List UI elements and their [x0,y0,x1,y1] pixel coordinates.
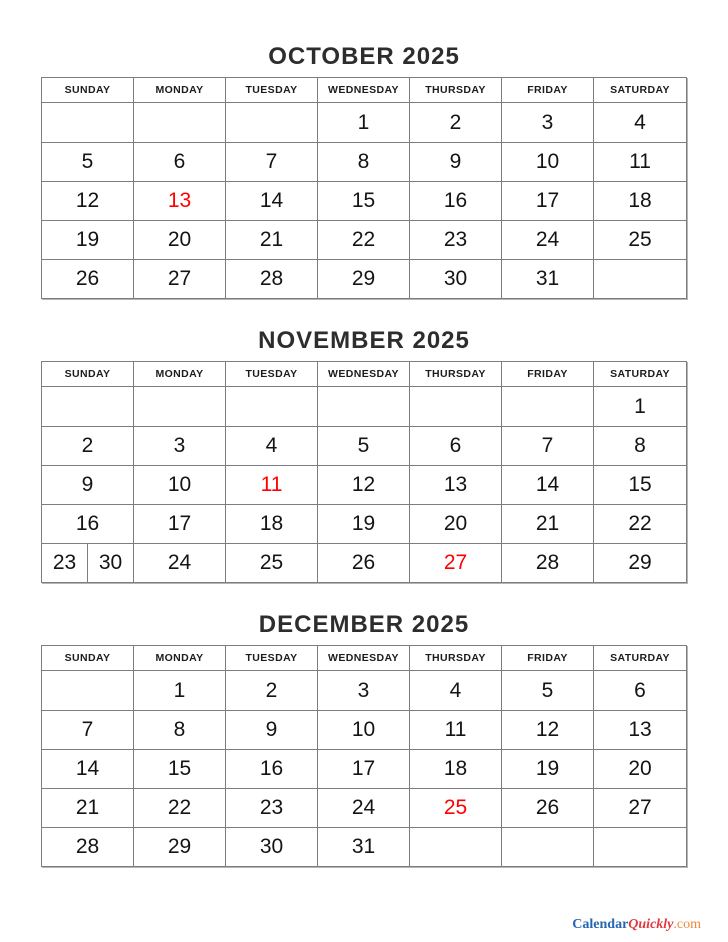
empty-cell [42,671,134,710]
date-4: 4 [226,426,318,465]
weekday-header-tuesday: TUESDAY [226,362,318,386]
date-20: 20 [134,220,226,259]
date-11: 11 [410,710,502,749]
date-28: 28 [502,543,594,582]
weekday-header-friday: FRIDAY [502,362,594,386]
date-23: 23 [410,220,502,259]
date-7: 7 [502,426,594,465]
date-8: 8 [594,426,686,465]
date-21: 21 [226,220,318,259]
date-27: 27 [134,259,226,298]
date-18: 18 [594,181,686,220]
date-7: 7 [226,142,318,181]
date-31: 31 [502,259,594,298]
date-14: 14 [226,181,318,220]
date-13: 13 [594,710,686,749]
date-1: 1 [318,103,410,142]
weekday-header-monday: MONDAY [134,78,226,102]
weekday-header-friday: FRIDAY [502,78,594,102]
date-25: 25 [226,543,318,582]
date-9: 9 [42,465,134,504]
date-16: 16 [226,749,318,788]
empty-cell [134,103,226,142]
date-20: 20 [594,749,686,788]
date-grid [42,103,686,298]
weekday-header-row [42,78,686,103]
weekday-header-monday: MONDAY [134,646,226,670]
empty-cell [410,387,502,426]
date-26: 26 [42,259,134,298]
date-12: 12 [318,465,410,504]
weekday-header-friday: FRIDAY [502,646,594,670]
date-3: 3 [318,671,410,710]
month-title-october: OCTOBER 2025 [268,43,460,70]
date-11: 11 [594,142,686,181]
date-4: 4 [410,671,502,710]
weekday-header-thursday: THURSDAY [410,362,502,386]
date-2: 2 [410,103,502,142]
date-25: 25 [410,788,502,827]
date-16: 16 [42,504,134,543]
date-6: 6 [134,142,226,181]
date-17: 17 [502,181,594,220]
empty-cell [42,103,134,142]
date-24: 24 [502,220,594,259]
empty-cell [594,259,686,298]
date-2: 2 [226,671,318,710]
date-16: 16 [410,181,502,220]
date-1: 1 [134,671,226,710]
empty-cell [42,387,134,426]
brand-text-calendar: Calendar [572,917,629,932]
date-8: 8 [318,142,410,181]
date-25: 25 [594,220,686,259]
empty-cell [594,827,686,866]
date-4: 4 [634,110,646,134]
date-28: 28 [226,259,318,298]
date-3: 3 [502,103,594,142]
month-grid-december [41,645,687,867]
date-23: 23 [52,551,77,574]
empty-cell [318,387,410,426]
date-11: 11 [226,465,318,504]
date-5: 5 [318,426,410,465]
date-26: 26 [318,543,410,582]
date-14: 14 [502,465,594,504]
date-12: 12 [42,181,134,220]
date-10: 10 [502,142,594,181]
brand-text-quickly: Quickly [628,917,674,932]
date-5: 5 [502,671,594,710]
month-title-november: NOVEMBER 2025 [258,327,470,354]
date-19: 19 [502,749,594,788]
empty-cell [502,827,594,866]
date-19: 19 [42,220,134,259]
date-6: 6 [634,678,646,702]
empty-cell [410,827,502,866]
date-24: 24 [318,788,410,827]
weekday-header-saturday: SATURDAY [610,368,670,380]
weekday-header-row [42,362,686,387]
empty-cell [226,387,318,426]
date-1: 1 [634,394,646,418]
date-21: 21 [502,504,594,543]
date-2: 2 [42,426,134,465]
date-8: 8 [134,710,226,749]
date-29: 29 [134,827,226,866]
weekday-header-tuesday: TUESDAY [226,646,318,670]
weekday-header-sunday: SUNDAY [42,362,134,386]
date-18: 18 [226,504,318,543]
date-cell-split [42,543,134,582]
date-9: 9 [226,710,318,749]
weekday-header-saturday: SATURDAY [610,652,670,664]
weekday-header-thursday: THURSDAY [410,78,502,102]
date-22: 22 [594,504,686,543]
date-30: 30 [410,259,502,298]
date-12: 12 [502,710,594,749]
date-grid [42,387,686,582]
date-29: 29 [318,259,410,298]
weekday-header-thursday: THURSDAY [410,646,502,670]
date-26: 26 [502,788,594,827]
date-19: 19 [318,504,410,543]
date-13: 13 [410,465,502,504]
weekday-header-wednesday: WEDNESDAY [318,646,410,670]
date-7: 7 [42,710,134,749]
date-15: 15 [134,749,226,788]
empty-cell [134,387,226,426]
date-27: 27 [410,543,502,582]
date-24: 24 [134,543,226,582]
weekday-header-tuesday: TUESDAY [226,78,318,102]
date-20: 20 [410,504,502,543]
month-title-december: DECEMBER 2025 [258,611,470,638]
date-15: 15 [594,465,686,504]
weekday-header-wednesday: WEDNESDAY [318,362,410,386]
calendarquickly-logo-link[interactable] [572,917,701,933]
weekday-header-saturday: SATURDAY [610,84,670,96]
date-grid [42,671,686,866]
date-29: 29 [594,543,686,582]
brand-text-dotcom: .com [673,917,701,932]
date-17: 17 [134,504,226,543]
date-30: 30 [226,827,318,866]
empty-cell [226,103,318,142]
date-5: 5 [42,142,134,181]
date-27: 27 [594,788,686,827]
weekday-header-row [42,646,686,671]
date-15: 15 [318,181,410,220]
date-13: 13 [134,181,226,220]
date-14: 14 [42,749,134,788]
date-28: 28 [42,827,134,866]
date-23: 23 [226,788,318,827]
date-18: 18 [410,749,502,788]
date-22: 22 [318,220,410,259]
month-october [41,42,687,299]
date-3: 3 [134,426,226,465]
date-6: 6 [410,426,502,465]
date-21: 21 [42,788,134,827]
weekday-header-monday: MONDAY [134,362,226,386]
date-31: 31 [318,827,410,866]
date-30: 30 [87,544,133,582]
date-9: 9 [410,142,502,181]
month-grid-october [41,77,687,299]
month-november [41,326,687,583]
empty-cell [502,387,594,426]
month-december [41,610,687,867]
date-10: 10 [134,465,226,504]
date-17: 17 [318,749,410,788]
weekday-header-wednesday: WEDNESDAY [318,78,410,102]
date-10: 10 [318,710,410,749]
weekday-header-sunday: SUNDAY [42,78,134,102]
month-grid-november [41,361,687,583]
date-22: 22 [134,788,226,827]
weekday-header-sunday: SUNDAY [42,646,134,670]
